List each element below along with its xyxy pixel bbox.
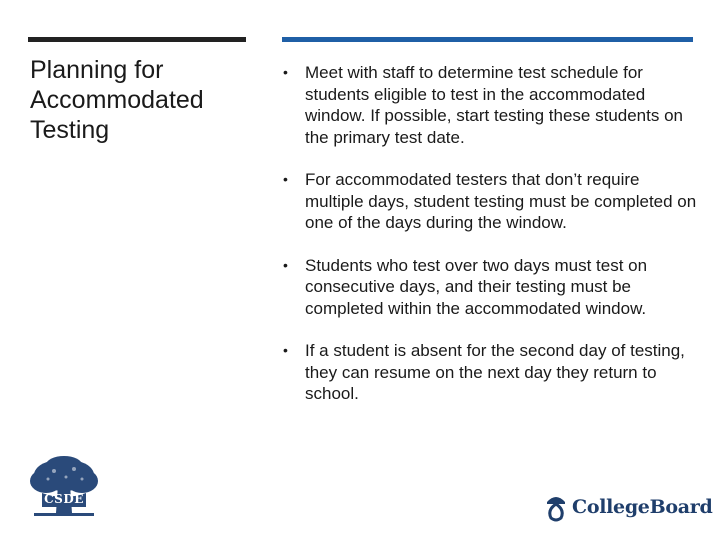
- tree-logo-icon: [24, 455, 104, 525]
- bullet-text: For accommodated testers that don’t require multiple days, student testing must be completed on one of the days during the window.: [305, 170, 697, 232]
- bullet-text: Meet with staff to determine test schedule for students eligible to test in the accommodated window. If possible, start testing these students on the primary test date.: [305, 63, 683, 147]
- csde-logo-text: CSDE: [44, 492, 84, 506]
- bullet-marker: •: [283, 64, 288, 80]
- bullet-marker: •: [283, 256, 288, 273]
- bullet-text: If a student is absent for the second day of testing, they can resume on the next day they return to school.: [305, 341, 685, 403]
- bullet-text: Students who test over two days must test on consecutive days, and their testing must be completed within the accommodated window.: [305, 255, 648, 318]
- bullet-item: [282, 169, 697, 234]
- bullet-item: [282, 340, 697, 405]
- acorn-logo-icon: [543, 492, 569, 522]
- bullet-marker: •: [283, 171, 288, 187]
- title-rule: [28, 37, 246, 42]
- bullet-list: [282, 62, 697, 426]
- content-rule: [282, 37, 693, 42]
- bullet-marker: •: [283, 342, 288, 358]
- collegeboard-logo-text: CollegeBoard: [572, 496, 713, 518]
- bullet-item: [282, 62, 697, 148]
- slide-title: Planning for Accommodated Testing: [30, 56, 204, 144]
- bullet-item: [282, 255, 697, 320]
